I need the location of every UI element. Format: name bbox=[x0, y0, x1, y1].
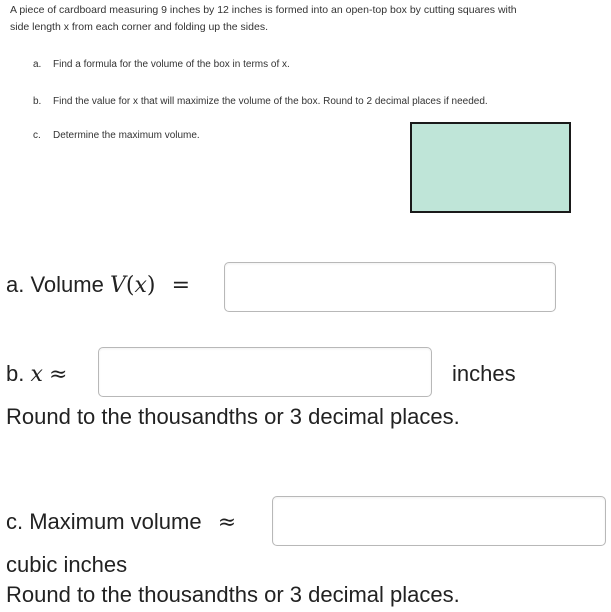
question-b bbox=[33, 96, 488, 107]
question-a-letter: a. bbox=[33, 59, 42, 70]
question-a-text: Find a formula for the volume of the box in terms of x. bbox=[53, 59, 290, 70]
answer-a-var-x: x bbox=[134, 273, 147, 298]
cardboard-diagram bbox=[410, 122, 571, 213]
answer-c-label bbox=[6, 509, 236, 535]
x-value-input[interactable] bbox=[98, 347, 432, 397]
answer-c-rounding-note: Round to the thousandths or 3 decimal places. bbox=[6, 582, 460, 607]
problem-statement-line-1: A piece of cardboard measuring 9 inches by 12 inches is formed into an open-top box by cutting squares with bbox=[10, 4, 517, 16]
question-b-text: Find the value for x that will maximize the volume of the box. Round to 2 decimal places if needed. bbox=[53, 96, 488, 107]
answer-b-prefix: b. bbox=[6, 361, 25, 386]
answer-b-approx: ≈ bbox=[49, 362, 68, 387]
answer-b-unit: inches bbox=[452, 361, 516, 386]
answer-b-label bbox=[6, 361, 67, 387]
question-c bbox=[33, 130, 200, 141]
max-volume-input[interactable] bbox=[272, 496, 606, 546]
answer-c-approx: ≈ bbox=[217, 510, 237, 535]
question-c-letter: c. bbox=[33, 130, 41, 141]
answer-b-var-x: x bbox=[30, 362, 43, 387]
answer-a-label bbox=[6, 272, 190, 298]
problem-statement bbox=[10, 2, 600, 36]
answer-a-var-v: V bbox=[109, 273, 126, 298]
question-c-text: Determine the maximum volume. bbox=[53, 130, 200, 141]
answer-c-unit: cubic inches bbox=[6, 552, 128, 577]
answer-b-rounding-note: Round to the thousandths or 3 decimal places. bbox=[6, 404, 460, 429]
answer-c-prefix: c. Maximum volume bbox=[6, 509, 202, 534]
answer-a-equals: = bbox=[171, 273, 191, 298]
question-a bbox=[33, 59, 290, 70]
volume-formula-input[interactable] bbox=[224, 262, 556, 312]
answer-a-open-paren: ( bbox=[125, 273, 135, 298]
problem-statement-line-2: side length x from each corner and folding up the sides. bbox=[10, 21, 268, 33]
answer-a-close-paren: ) bbox=[146, 273, 156, 298]
answer-a-prefix: a. Volume bbox=[6, 272, 104, 297]
question-b-letter: b. bbox=[33, 96, 42, 107]
